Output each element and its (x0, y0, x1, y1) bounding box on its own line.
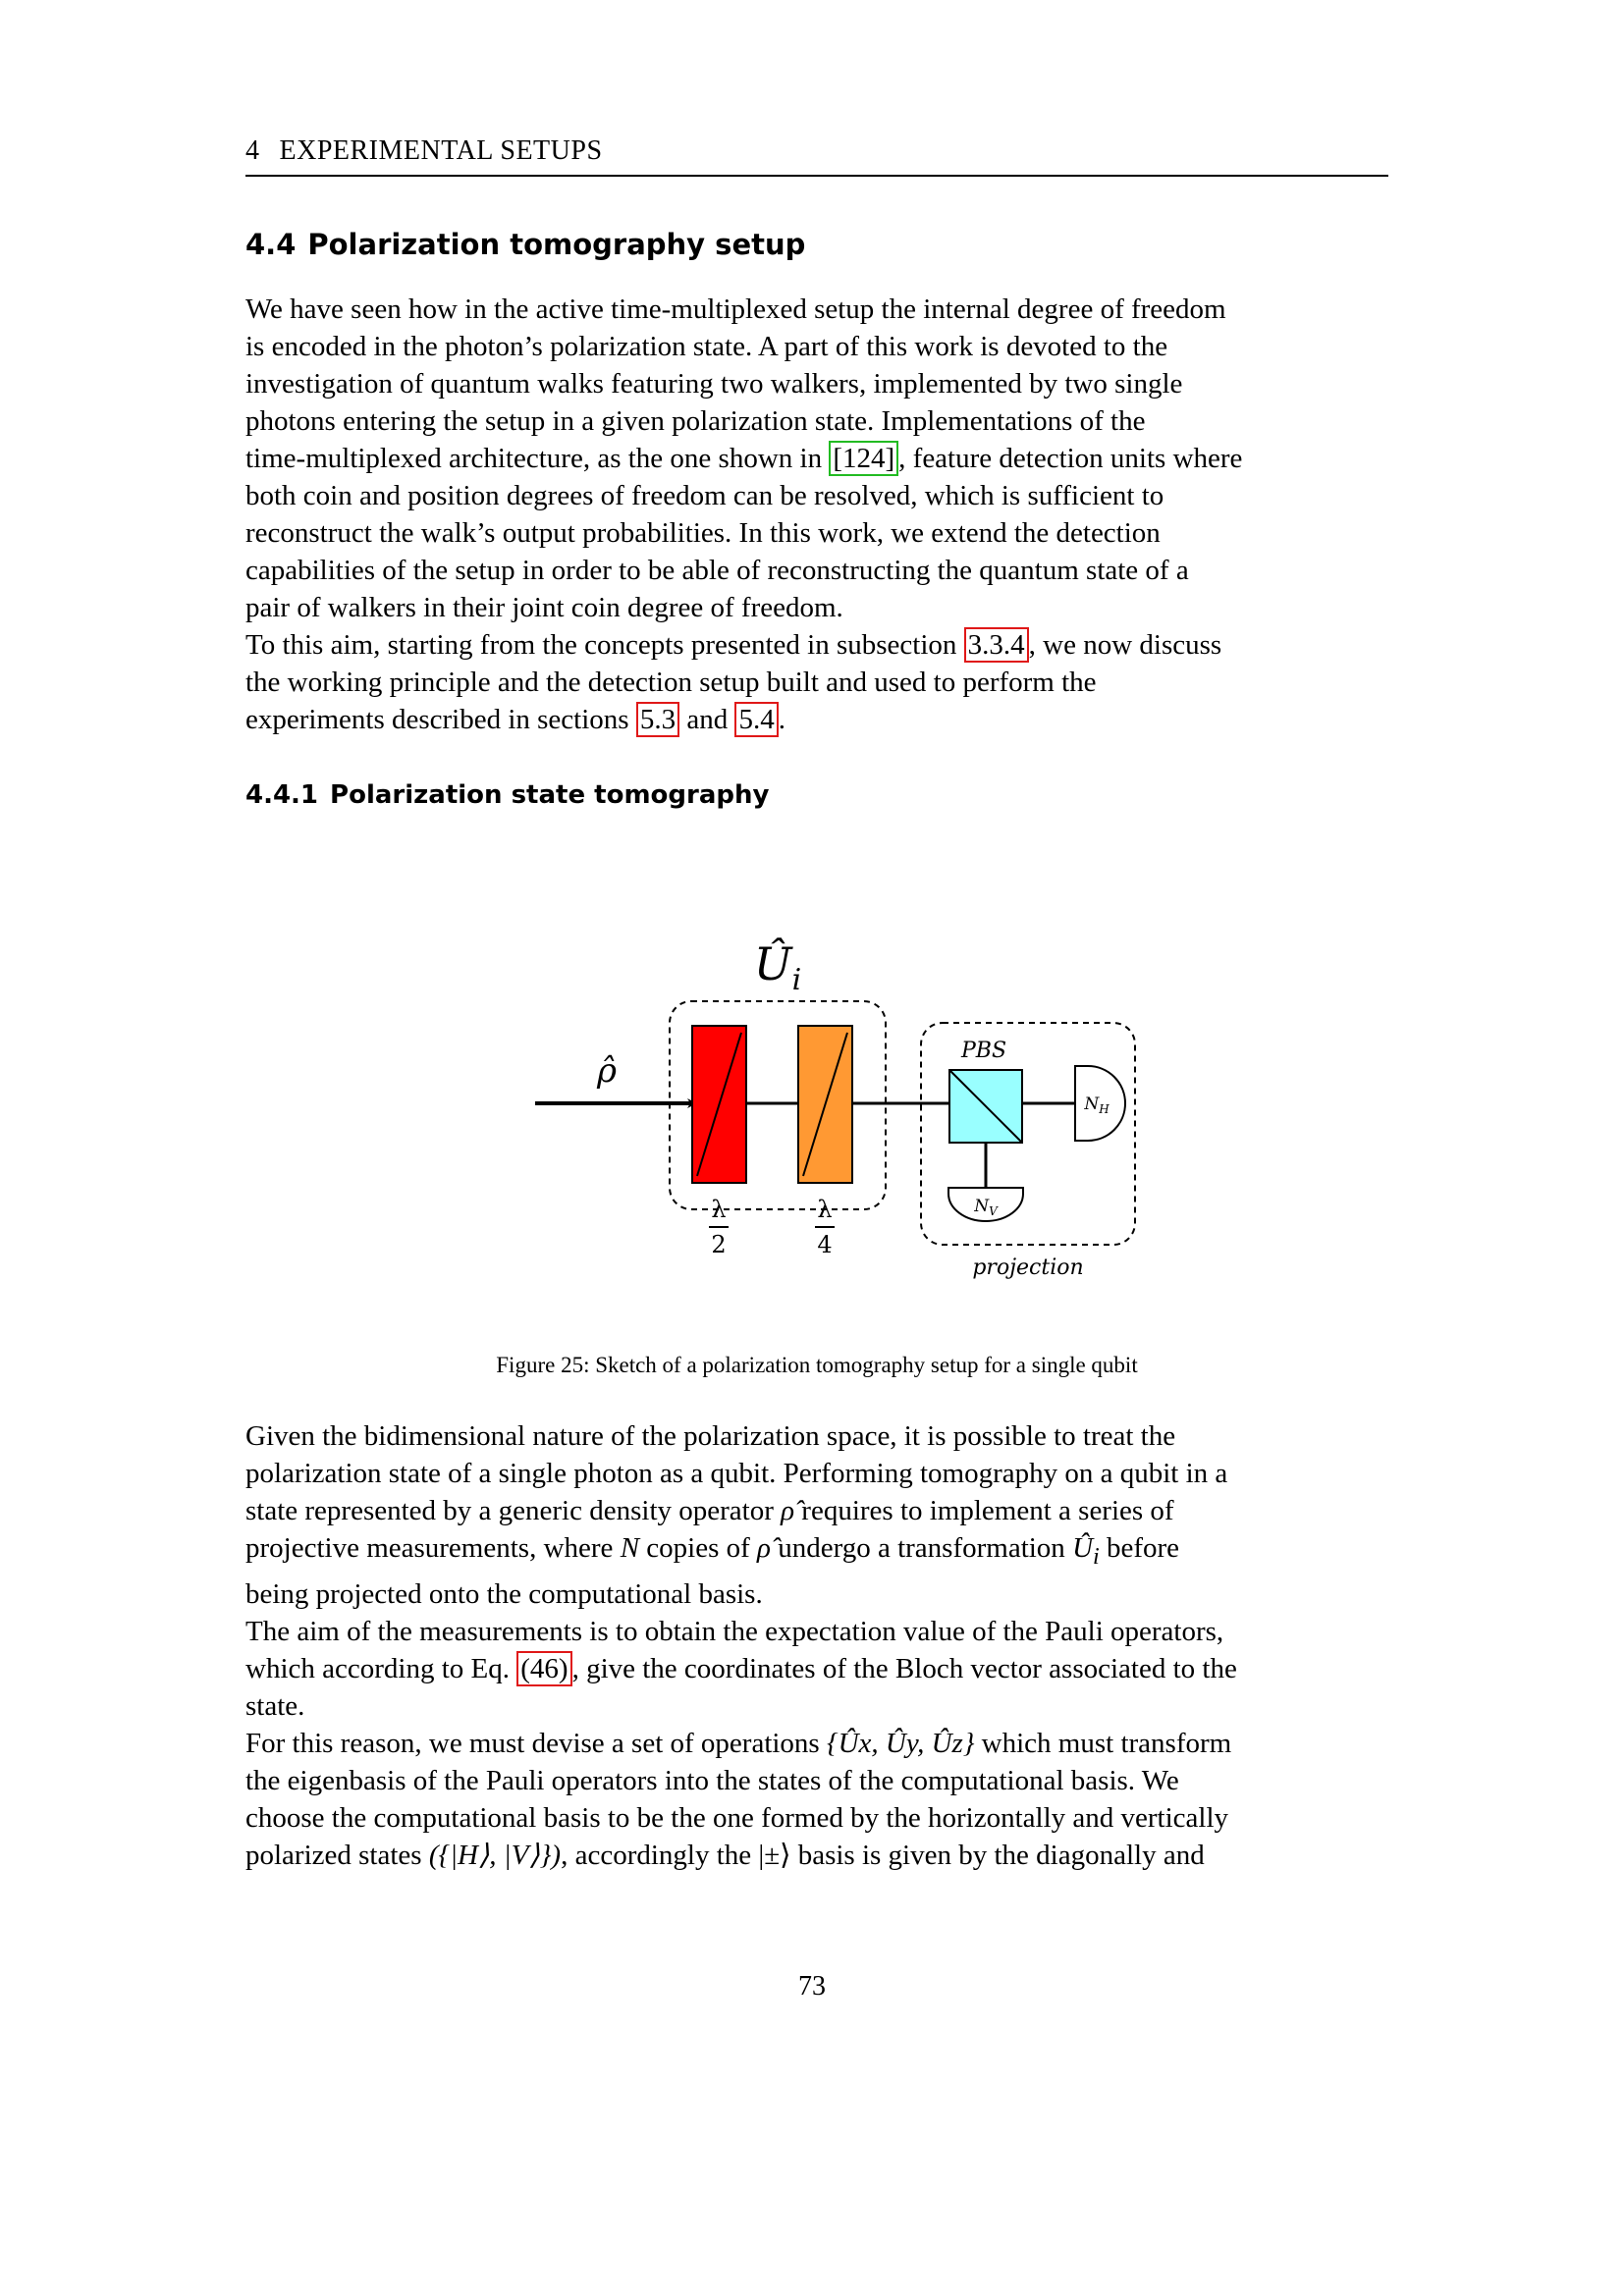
text-line: For this reason, we must devise a set of operations {Ûx, Ûy, Ûz} which must transform (245, 1727, 1232, 1759)
text-line: state represented by a generic density operator ρ̂ requires to implement a series of (245, 1495, 1174, 1526)
page-number: 73 (798, 1971, 826, 2002)
section-link-5-4[interactable]: 5.4 (734, 702, 778, 737)
section-title: Polarization tomography setup (307, 228, 806, 261)
text-line: experiments described in sections 5.3 and 5.4 . (245, 704, 785, 735)
text-line: pair of walkers in their joint coin degree of freedom. (245, 592, 843, 623)
text-line: polarization state of a single photon as a qubit. Performing tomography on a qubit in a (245, 1458, 1228, 1489)
paragraph-3 (245, 1417, 1388, 1874)
running-head (245, 135, 1388, 177)
projection-label: projection (972, 1255, 1084, 1280)
section-link-5-3[interactable]: 5.3 (636, 702, 679, 737)
quarter-wave-plate-denominator: 4 (817, 1231, 833, 1258)
detector-v-label: $N_V$ (974, 1197, 998, 1218)
text-line: which according to Eq. (46) , give the coordinates of the Bloch vector associated to the (245, 1652, 1237, 1684)
unitary-label: $Û_i$ (753, 937, 802, 997)
text-line: polarized states ({|H⟩, |V⟩}), accordingly the |±⟩ basis is given by the diagonally and (245, 1839, 1205, 1871)
subsection-title: Polarization state tomography (330, 780, 770, 810)
running-head-title: EXPERIMENTAL SETUPS (279, 135, 603, 166)
text-line: The aim of the measurements is to obtain the expectation value of the Pauli operators, (245, 1615, 1224, 1647)
tomography-diagram (520, 923, 1149, 1296)
text-line: being projected onto the computational basis. (245, 1577, 763, 1610)
text-line: We have seen how in the active time-multiplexed setup the internal degree of freedom (245, 294, 1226, 325)
equation-link-46[interactable]: (46) (516, 1651, 571, 1686)
section-heading (245, 228, 805, 261)
running-head-number: 4 (245, 135, 260, 166)
text-line: To this aim, starting from the concepts presented in subsection 3.3.4 , we now discuss (245, 629, 1222, 661)
half-wave-plate-numerator: λ (711, 1196, 727, 1223)
detector-h-label: $N_H$ (1084, 1095, 1110, 1116)
section-number: 4.4 (245, 228, 297, 261)
rho-label: ρ̂ (597, 1051, 617, 1091)
paragraph-1 (245, 291, 1388, 738)
text-line: time-multiplexed architecture, as the one shown in [124] , feature detection units where (245, 443, 1243, 474)
pbs-label: PBS (960, 1039, 1007, 1063)
text-line: reconstruct the walk’s output probabilities. In this work, we extend the detection (245, 517, 1161, 549)
text-line: photons entering the setup in a given polarization state. Implementations of the (245, 405, 1146, 437)
text-line: state. (245, 1689, 305, 1722)
text-line: investigation of quantum walks featuring two walkers, implemented by two single (245, 368, 1183, 400)
text-line: choose the computational basis to be the one formed by the horizontally and vertically (245, 1801, 1229, 1834)
subsection-heading (245, 780, 769, 810)
quarter-wave-plate-numerator: λ (817, 1196, 833, 1223)
section-link-3-3-4[interactable]: 3.3.4 (964, 627, 1029, 663)
text-line: capabilities of the setup in order to be able of reconstructing the quantum state of a (245, 555, 1189, 586)
text-line: both coin and position degrees of freedom can be resolved, which is sufficient to (245, 480, 1164, 511)
figure-caption: Figure 25: Sketch of a polarization tomography setup for a single qubit (496, 1353, 1138, 1377)
text-line: is encoded in the photon’s polarization state. A part of this work is devoted to the (245, 331, 1168, 362)
citation-link-124[interactable]: [124] (829, 441, 898, 476)
text-line: the working principle and the detection setup built and used to perform the (245, 667, 1097, 698)
subsection-number: 4.4.1 (245, 780, 319, 810)
text-line: projective measurements, where N copies of ρ̂ undergo a transformation $Û_i$ before (245, 1532, 1180, 1570)
half-wave-plate-denominator: 2 (711, 1231, 727, 1258)
text-line: the eigenbasis of the Pauli operators into the states of the computational basis. We (245, 1764, 1179, 1796)
tomography-figure (520, 923, 1149, 1296)
text-line: Given the bidimensional nature of the polarization space, it is possible to treat the (245, 1420, 1176, 1452)
